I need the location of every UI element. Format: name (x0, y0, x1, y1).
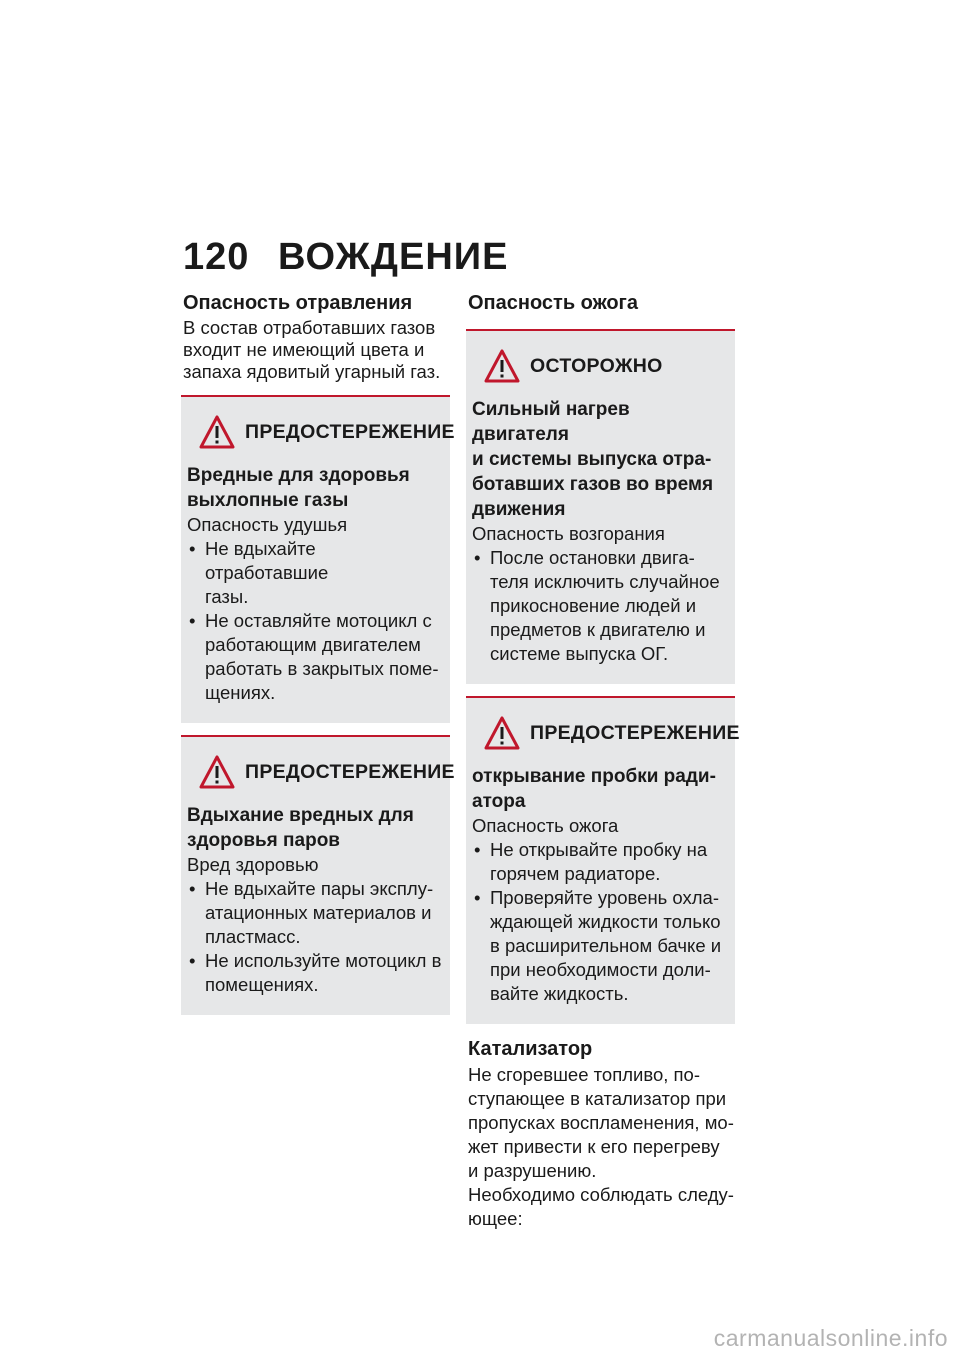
signal-word: ПРЕДОСТЕРЕЖЕНИЕ (530, 721, 740, 744)
warning-header (472, 708, 740, 758)
warning-triangle-icon (484, 349, 520, 383)
text-line: • Проверяйте уровень охла- (490, 887, 720, 908)
section-text (181, 317, 450, 383)
warning-title (472, 764, 727, 814)
text-line: при необходимости доли- (490, 959, 711, 980)
text-line: Необходимо соблюдать следу- (468, 1184, 734, 1205)
list-item (187, 537, 442, 609)
text-line: ющее: (468, 1208, 523, 1229)
title-line: здоровья паров (187, 830, 340, 851)
warning-box-exhaust (181, 395, 455, 723)
list-item (472, 546, 727, 666)
text-line: • Не открывайте пробку на (490, 839, 708, 860)
text-line: помещениях. (205, 974, 319, 995)
title-line: выхлопные газы (187, 490, 349, 511)
signal-word: ПРЕДОСТЕРЕЖЕНИЕ (245, 420, 455, 443)
warning-list (187, 537, 442, 705)
text-line: вайте жидкость. (490, 983, 629, 1004)
warning-box-radiator (466, 696, 740, 1024)
warning-triangle-icon (484, 716, 520, 750)
title-line: Сильный нагрев двигателя (472, 399, 630, 445)
warning-header (187, 407, 455, 457)
warning-title (472, 397, 727, 522)
warning-title (187, 463, 442, 513)
text-line: • Не вдыхайте отработавшие (205, 538, 329, 583)
warning-list (187, 877, 442, 997)
section-text (466, 1063, 735, 1231)
watermark: carmanualsonline.info (713, 1325, 948, 1351)
title-line: Вредные для здоровья (187, 465, 410, 486)
text-line: входит не имеющий цвета и (183, 339, 425, 360)
right-column (466, 290, 740, 1231)
hazard-type: Опасность ожога (472, 815, 619, 836)
chapter-title: ВОЖДЕНИЕ (278, 236, 509, 278)
section-poisoning (181, 290, 450, 383)
hazard-type: Вред здоровью (187, 854, 319, 875)
title-line: атора (472, 791, 526, 812)
text-line: щениях. (205, 682, 276, 703)
warning-list (472, 838, 727, 1006)
section-catalyst (466, 1036, 735, 1231)
list-item (472, 886, 727, 1006)
text-line: газы. (205, 586, 249, 607)
warning-box-vapors (181, 735, 455, 1015)
text-line: ждающей жидкости только (490, 911, 721, 932)
text-line: предметов к двигателю и (490, 619, 706, 640)
text-line: • Не оставляйте мотоцикл с (205, 610, 432, 631)
warning-title (187, 803, 442, 853)
text-line: жет привести к его перегреву (468, 1136, 720, 1157)
warning-header (187, 747, 455, 797)
list-item (187, 877, 442, 949)
text-line: • Не используйте мотоцикл в (205, 950, 442, 971)
title-line: ботавших газов во время (472, 474, 714, 495)
text-line: системе выпуска ОГ. (490, 643, 669, 664)
title-line: Вдыхание вредных для (187, 805, 414, 826)
caution-box-burn (466, 329, 735, 684)
section-title: Катализатор (468, 1038, 593, 1060)
warning-header (472, 341, 727, 391)
list-item (187, 949, 442, 997)
hazard-type: Опасность возгорания (472, 523, 665, 544)
text-line: Не сгоревшее топливо, по- (468, 1064, 700, 1085)
warning-triangle-icon (199, 415, 235, 449)
text-line: ступающее в катализатор при (468, 1088, 727, 1109)
signal-word: ОСТОРОЖНО (530, 354, 663, 377)
text-line: • После остановки двига- (490, 547, 695, 568)
text-line: прикосновение людей и (490, 595, 697, 616)
page-header (183, 236, 508, 279)
text-line: запаха ядовитый угарный газ. (183, 361, 441, 382)
signal-word: ПРЕДОСТЕРЕЖЕНИЕ (245, 760, 455, 783)
text-line: и разрушению. (468, 1160, 597, 1181)
section-title: Опасность отравления (183, 292, 413, 314)
text-line: пропусках воспламенения, мо- (468, 1112, 734, 1133)
list-item (472, 838, 727, 886)
left-column (181, 290, 455, 1015)
text-line: работать в закрытых поме- (205, 658, 439, 679)
text-line: горячем радиаторе. (490, 863, 661, 884)
list-item (187, 609, 442, 705)
text-line: теля исключить случайное (490, 571, 720, 592)
text-line: работающим двигателем (205, 634, 421, 655)
warning-list (472, 546, 727, 666)
text-line: в расширительном бачке и (490, 935, 722, 956)
text-line: пластмасс. (205, 926, 301, 947)
warning-triangle-icon (199, 755, 235, 789)
page-number: 120 (183, 236, 250, 278)
text-line: • Не вдыхайте пары эксплу- (205, 878, 434, 899)
title-line: открывание пробки ради- (472, 766, 716, 787)
text-line: атационных материалов и (205, 902, 432, 923)
hazard-type: Опасность удушья (187, 514, 348, 535)
title-line: движения (472, 499, 566, 520)
title-line: и системы выпуска отра- (472, 449, 712, 470)
text-line: В состав отработавших газов (183, 317, 436, 338)
section-title: Опасность ожога (468, 292, 638, 314)
